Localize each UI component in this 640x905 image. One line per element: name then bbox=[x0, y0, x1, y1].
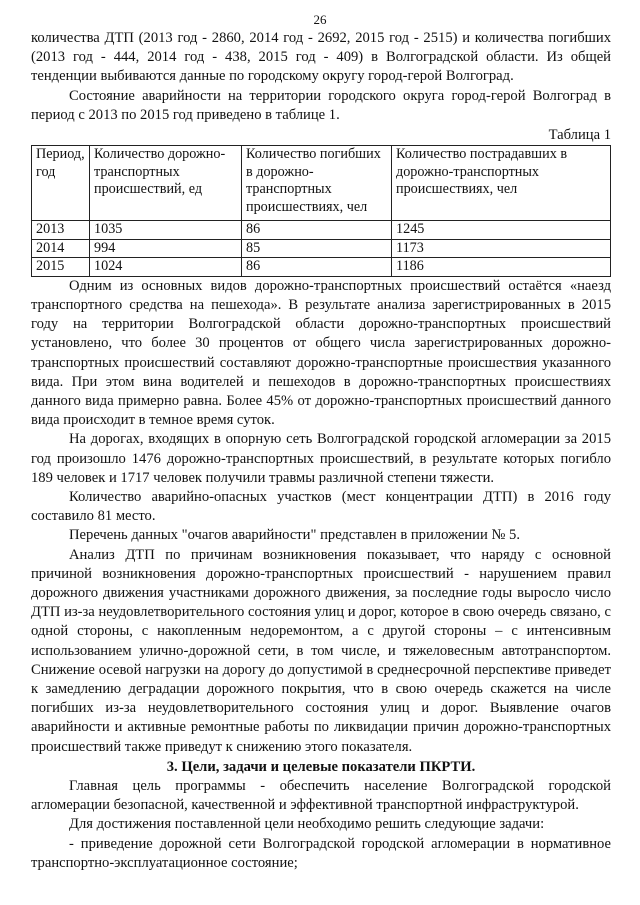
accident-table bbox=[31, 145, 611, 277]
section-heading: 3. Цели, задачи и целевые показатели ПКРТИ. bbox=[166, 758, 476, 775]
table-cell: 86 bbox=[242, 221, 392, 240]
paragraph-5: Количество аварийно-опасных участков (мест концентрации ДТП) в 2016 году составило 81 место. bbox=[31, 488, 611, 525]
table-caption: Таблица 1 bbox=[548, 127, 611, 144]
table-row bbox=[32, 258, 611, 277]
table-cell: 1173 bbox=[392, 239, 611, 258]
paragraph-9: Для достижения поставленной цели необходимо решить следующие задачи: bbox=[69, 816, 545, 833]
table-cell: 994 bbox=[90, 239, 242, 258]
document-body bbox=[31, 29, 611, 873]
table-cell: 85 bbox=[242, 239, 392, 258]
table-cell: 2015 bbox=[32, 258, 90, 277]
table-cell: 1024 bbox=[90, 258, 242, 277]
paragraph-10: - приведение дорожной сети Волгоградской городской агломерации в нормативное транспортно-эксплуатационное состояние; bbox=[31, 835, 611, 871]
header-accidents: Количество дорожно-транспортных происшествий, ед bbox=[90, 146, 242, 221]
table-cell: 2014 bbox=[32, 239, 90, 258]
paragraph-1: количества ДТП (2013 год - 2860, 2014 год - 2692, 2015 год - 2515) и количества погибших (2013 год - 444, 2014 год - 438, 2015 год - 409) в Волгоградской области. Из общей тенденции выбиваются данные по городскому округу город-герой Волгоград. bbox=[31, 30, 611, 85]
paragraph-3: Одним из основных видов дорожно-транспортных происшествий остаётся «наезд транспортного средства на пешехода». В результате анализа зарегистрированных в 2015 году на территории Волгоградской области дорожно-транспортных происшествий установлено, что более 30 процентов от общего числа зарегистрированных дорожно-транспортных происшествий составляют дорожно-транспортные происшествия указанного вида. При этом вина водителей и пешеходов в дорожно-транспортных происшествиях данного вида примерно равна. Более 45% от дорожно-транспортных происшествий данного вида происходит в темное время суток. bbox=[31, 277, 611, 429]
header-injured: Количество пострадавших в дорожно-транспортных происшествиях, чел bbox=[392, 146, 611, 221]
paragraph-4: На дорогах, входящих в опорную сеть Волгоградской городской агломерации за 2015 год произошло 1476 дорожно-транспортных происшествий, в результате которых погибло 189 человек и 1717 человек получили травмы различной степени тяжести. bbox=[31, 431, 611, 486]
paragraph-6: Перечень данных "очагов аварийности" представлен в приложении № 5. bbox=[69, 527, 520, 544]
paragraph-2: Состояние аварийности на территории городского округа город-герой Волгоград в период с 2013 по 2015 год приведено в таблице 1. bbox=[31, 87, 611, 123]
header-period: Период, год bbox=[32, 146, 90, 221]
table-cell: 2013 bbox=[32, 221, 90, 240]
page-number: 26 bbox=[313, 12, 327, 27]
table-header-row bbox=[32, 146, 611, 221]
table-cell: 1186 bbox=[392, 258, 611, 277]
paragraph-7: Анализ ДТП по причинам возникновения показывает, что наряду с основной причиной возникновения дорожно-транспортных происшествий - нарушением правил дорожного движения участниками дорожного движения, за последние годы выросло число ДТП из-за неудовлетворительного состояния улиц и дорог, которое в свою очередь связано, с одной стороны, с накопленным недоремонтом, а с другой стороны – с интенсивным использованием улично-дорожной сети, в том числе, и тяжеловесным автотранспортом. Снижение осевой нагрузки на дорогу до допустимой в среднесрочной перспективе приведет к замедлению деградации дорожного покрытия, что в свою очередь скажется на числе погибших из-за неудовлетворительного состояния улиц и дорог. Выявление очагов аварийности и активные ремонтные работы по ликвидации причин дорожно-транспортных происшествий также приведут к снижению этого показателя. bbox=[31, 546, 611, 755]
table-row bbox=[32, 221, 611, 240]
table-cell: 86 bbox=[242, 258, 392, 277]
header-killed: Количество погибших в дорожно-транспортных происшествиях, чел bbox=[242, 146, 392, 221]
paragraph-8: Главная цель программы - обеспечить население Волгоградской городской агломерации безопасной, качественной и эффективной транспортной инфраструктурой. bbox=[31, 778, 611, 814]
table-row bbox=[32, 239, 611, 258]
table-cell: 1035 bbox=[90, 221, 242, 240]
table-cell: 1245 bbox=[392, 221, 611, 240]
